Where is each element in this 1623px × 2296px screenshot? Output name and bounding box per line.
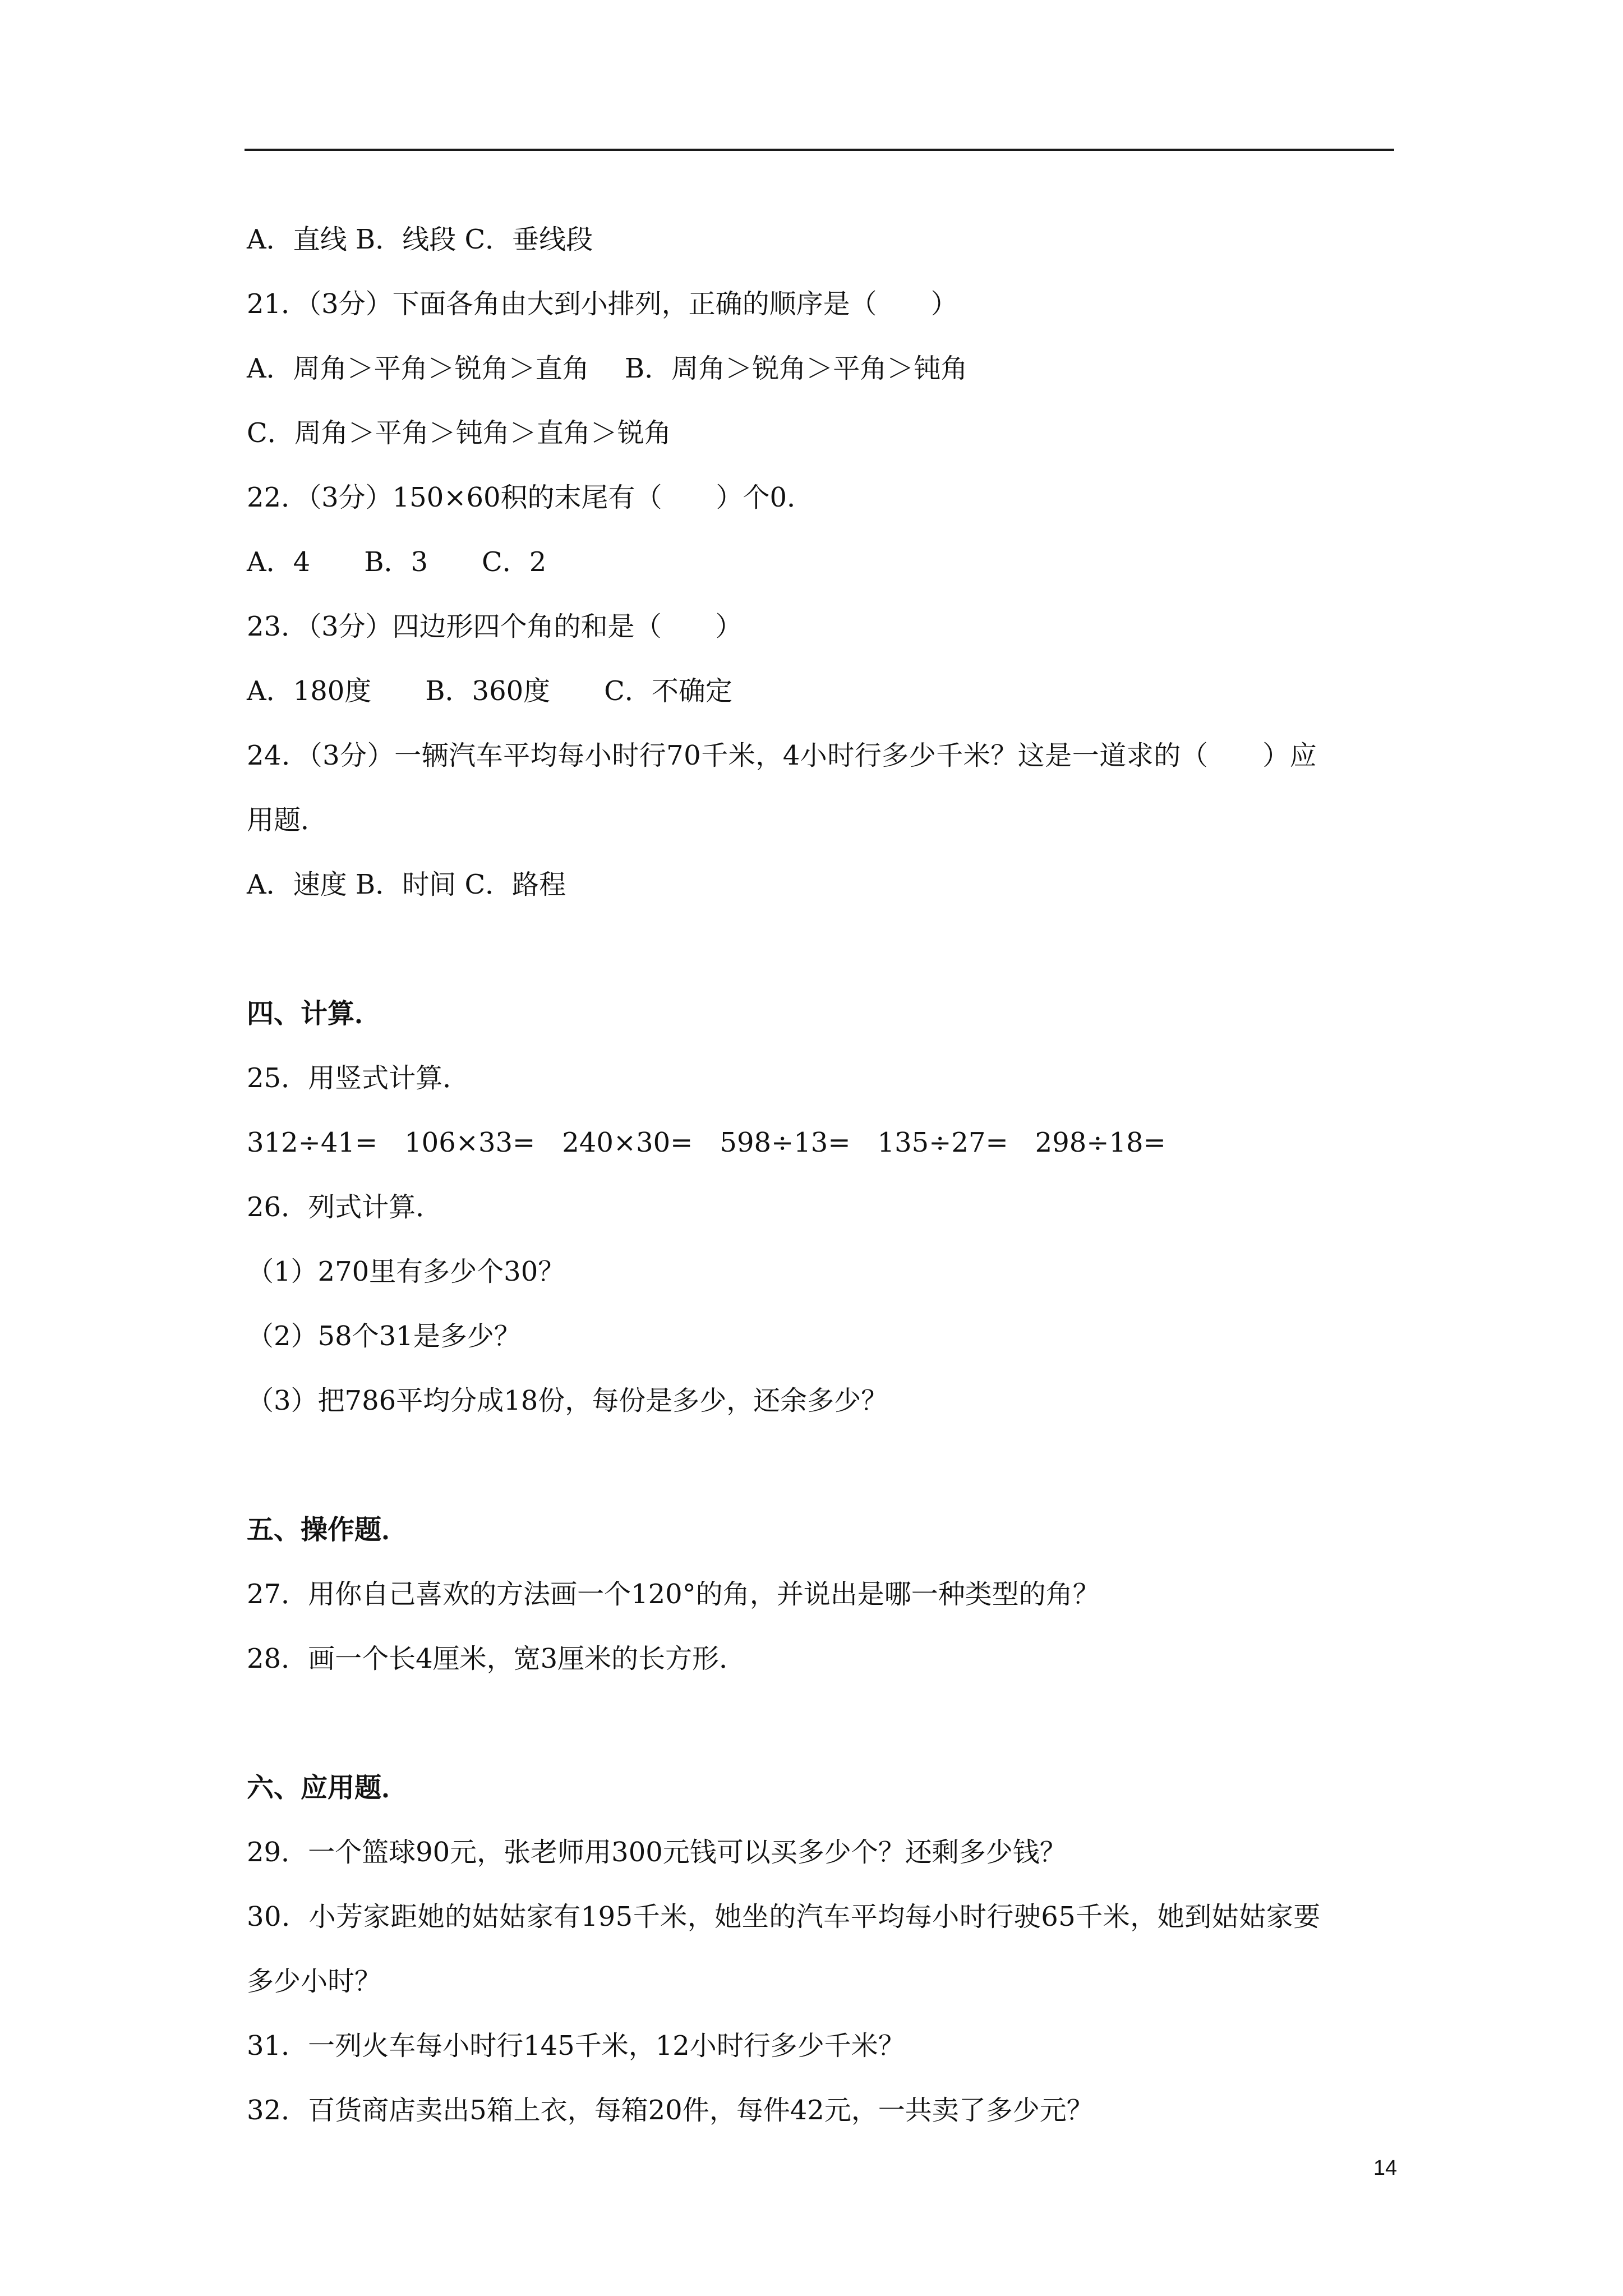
page-number: 14 xyxy=(1373,2156,1398,2180)
q23-options: A．180度 B．360度 C．不确定 xyxy=(247,675,732,707)
q29-stem: 29．一个篮球90元，张老师用300元钱可以买多少个？还剩多少钱？ xyxy=(247,1837,1067,1868)
page-content xyxy=(247,208,1396,2143)
header-rule xyxy=(245,149,1394,151)
q20-options: A．直线 B．线段 C．垂线段 xyxy=(247,224,593,255)
q26-part1: （1）270里有多少个30？ xyxy=(247,1256,565,1287)
q24-stem-line1: 24．（3分）一辆汽车平均每小时行70千米，4小时行多少千米？这是一道求的（ ）应 xyxy=(247,740,1317,771)
q23-stem: 23．（3分）四边形四个角的和是（ ） xyxy=(247,611,743,642)
q31-stem: 31．一列火车每小时行145千米，12小时行多少千米？ xyxy=(247,2030,905,2062)
q21-options-ab: A．周角＞平角＞锐角＞直角 B．周角＞锐角＞平角＞钝角 xyxy=(247,353,968,384)
q25-stem: 25．用竖式计算． xyxy=(247,1062,470,1094)
section-gap xyxy=(247,1433,1396,1498)
q22-stem: 22．（3分）150×60积的末尾有（ ）个0． xyxy=(247,482,814,513)
q26-part3: （3）把786平均分成18份，每份是多少，还余多少？ xyxy=(247,1385,888,1416)
q28-stem: 28．画一个长4厘米，宽3厘米的长方形． xyxy=(247,1643,746,1674)
q21-option-c: C．周角＞平角＞钝角＞直角＞锐角 xyxy=(247,417,671,449)
section-gap xyxy=(247,917,1396,982)
q32-stem: 32．百货商店卖出5箱上衣，每箱20件，每件42元，一共卖了多少元？ xyxy=(247,2095,1094,2126)
section-heading-calculation: 四、计算． xyxy=(247,998,382,1029)
q24-options: A．速度 B．时间 C．路程 xyxy=(247,869,566,900)
q30-stem-line1: 30．小芳家距她的姑姑家有195千米，她坐的汽车平均每小时行驶65千米，她到姑姑家要 xyxy=(247,1901,1321,1932)
q22-options: A．4 B．3 C．2 xyxy=(247,546,547,578)
q27-stem: 27．用你自己喜欢的方法画一个120°的角，并说出是哪一种类型的角？ xyxy=(247,1579,1100,1610)
q21-stem: 21．（3分）下面各角由大到小排列，正确的顺序是（ ） xyxy=(247,288,958,320)
section-gap xyxy=(247,1691,1396,1756)
section-heading-application: 六、应用题． xyxy=(247,1772,409,1803)
q24-stem-line2: 用题． xyxy=(247,804,328,836)
q26-stem: 26．列式计算． xyxy=(247,1191,443,1223)
q26-part2: （2）58个31是多少？ xyxy=(247,1320,521,1352)
q30-stem-line2: 多少小时？ xyxy=(247,1966,382,1997)
q25-expressions: 312÷41= 106×33= 240×30= 598÷13= 135÷27= 298÷18= xyxy=(247,1127,1166,1158)
section-heading-operation: 五、操作题． xyxy=(247,1514,409,1545)
